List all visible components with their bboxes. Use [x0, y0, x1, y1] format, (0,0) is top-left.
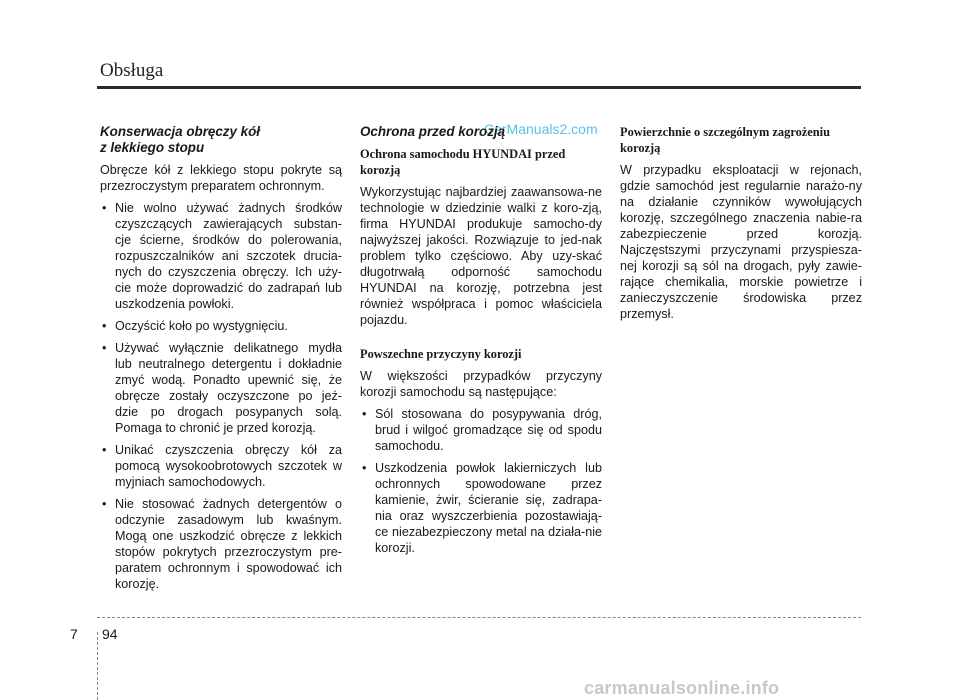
- subheading-common-causes: Powszechne przyczyny korozji: [360, 347, 522, 361]
- column-1: [100, 124, 342, 598]
- high-risk-areas-text: W przypadku eksploatacji w rejonach, gdzie samochód jest regularnie narażo-ny na działanie czynników wywołujących korozję, szczególnego znaczenia nabie-ra zabezpieczenie przed korozją. Najczęstszymi przyczynami przyspiesza-nej korozji są sól na drogach, pyły zawie-rające chemikalia, morskie powietrze i zanieczyszczenie środowiska przez przemysł.: [620, 163, 862, 321]
- wheel-care-list: [100, 200, 342, 592]
- list-item: • Nie wolno używać żadnych środków czyszczących zawierających substan-cje ścierne, środków do polerowania, rozpuszczalników ani szczotek drucia-nych do czyszczenia obręczy. Ich uży-cie może doprowadzić do zadrapań lub uszkodzenia powłoki.: [100, 200, 342, 312]
- section-title-corrosion: Ochrona przed korozją: [360, 124, 506, 139]
- subheading-high-risk-areas: Powierzchnie o szczególnym zagrożeniu korozją: [620, 125, 831, 155]
- column-2: [360, 124, 602, 562]
- list-item: • Oczyścić koło po wystygnięciu.: [100, 318, 342, 334]
- section-title-wheel-care: [100, 124, 342, 156]
- page-number: 94: [102, 626, 118, 642]
- site-watermark: carmanualsonline.info: [584, 678, 780, 698]
- list-item: • Nie stosować żadnych detergentów o odczynie zasadowym lub kwaśnym. Mogą one uszkodzić obręcze z lekkich stopów pokrytych przezroczystym pre-paratem ochronnym i spowodować ich korozję.: [100, 496, 342, 592]
- subheading-hyundai-protection: Ochrona samochodu HYUNDAI przed korozją: [360, 147, 566, 177]
- footer-divider: [97, 632, 98, 700]
- watermark-logo: CarManuals2.com: [484, 121, 598, 137]
- list-item: • Sól stosowana do posypywania dróg, brud i wilgoć gromadzące się od spodu samochodu.: [360, 406, 602, 454]
- list-item: • Używać wyłącznie delikatnego mydła lub neutralnego detergentu i dokładnie zmyć wodą. Ponadto upewnić się, że obręcze zostały oczyszczone po jeź-dzie po drogach posypanych solą. Pomaga to chronić je przed korozją.: [100, 340, 342, 436]
- list-item: • Unikać czyszczenia obręczy kół za pomocą wysokoobrotowych szczotek w myjniach samochodowych.: [100, 442, 342, 490]
- common-causes-list: [360, 406, 602, 556]
- column-3: [620, 124, 862, 328]
- hyundai-protection-text: Wykorzystując najbardziej zaawansowa-ne technologie w dziedzinie walki z koro-zją, firma HYUNDAI produkuje samocho-dy najwyższej jakości. Rozwiązuje to jed-nak problem tylko częściowo. Aby uzy-skać długotrwałą odporność samochodu HYUNDAI na korozję, potrzebna jest również współpraca i pomoc właściciela pojazdu.: [360, 185, 602, 327]
- wheel-care-intro: Obręcze kół z lekkiego stopu pokryte są przezroczystym preparatem ochronnym.: [100, 163, 342, 193]
- header-rule: [97, 86, 861, 89]
- section-title-line1: Konserwacja obręczy kół: [100, 124, 261, 139]
- common-causes-intro: W większości przypadków przyczyny korozji samochodu są następujące:: [360, 369, 602, 399]
- chapter-number: 7: [70, 626, 78, 642]
- list-item: • Uszkodzenia powłok lakierniczych lub ochronnych spowodowane przez kamienie, żwir, ścieranie się, zadrapa-nia oraz wyszczerbienia pozostawiają-ce niezabezpieczony metal na działa-nie korozji.: [360, 460, 602, 556]
- section-title-line2: z lekkiego stopu: [100, 140, 205, 155]
- page-header-title: Obsługa: [100, 60, 164, 81]
- footer-rule: [97, 617, 861, 618]
